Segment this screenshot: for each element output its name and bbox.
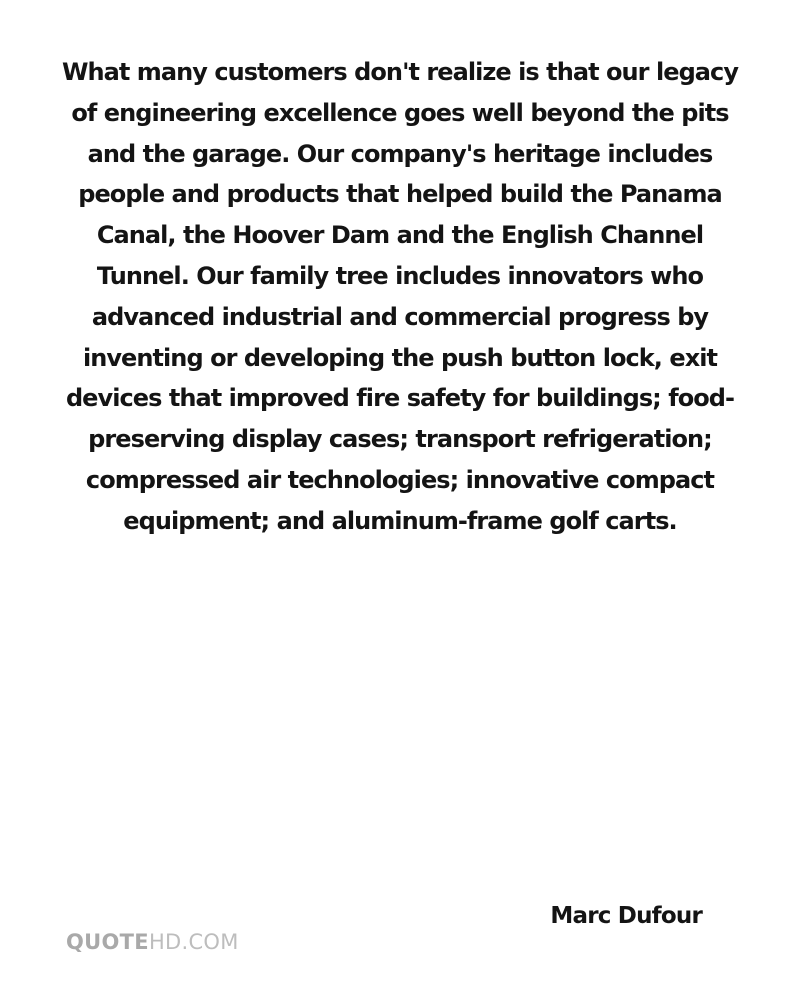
quote-line: of engineering excellence goes well beyond the pits xyxy=(71,98,729,127)
quote-line: advanced industrial and commercial progress by xyxy=(91,302,709,331)
quote-line: Canal, the Hoover Dam and the English Channel xyxy=(96,221,704,250)
quote-line: preserving display cases; transport refrigeration; xyxy=(88,425,712,454)
quote-line: equipment; and aluminum-frame golf carts. xyxy=(123,506,677,535)
quote-author: Marc Dufour xyxy=(550,903,702,929)
quote-line: What many customers don't realize is that our legacy xyxy=(61,58,739,86)
quote-line: people and products that helped build the Panama xyxy=(78,180,722,209)
quote-line: inventing or developing the push button lock, exit xyxy=(82,343,718,372)
quote-line: Tunnel. Our family tree includes innovators who xyxy=(96,261,704,290)
quote-line: and the garage. Our company's heritage includes xyxy=(87,139,713,168)
quote-text xyxy=(30,52,770,542)
site-watermark xyxy=(66,930,239,954)
watermark-brand-light: HD.COM xyxy=(148,930,239,954)
watermark-brand-bold: QUOTE xyxy=(66,930,149,954)
quote-line: compressed air technologies; innovative compact xyxy=(85,465,715,494)
quote-line: devices that improved fire safety for buildings; food- xyxy=(65,384,735,413)
